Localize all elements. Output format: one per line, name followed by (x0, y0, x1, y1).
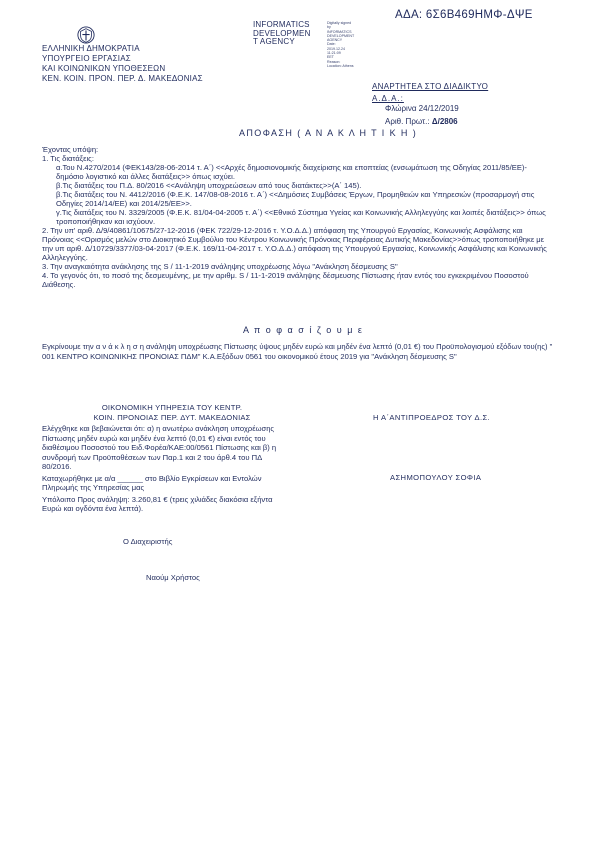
consideration-item: β.Τις διατάξεις του Π.Δ. 80/2016 <<Ανάληψη υποχρεώσεων από τους διατάκτες>>(Α΄ 145). (56, 181, 362, 190)
consideration-item: β.Τις διατάξεις του Ν. 4412/2016 (Φ.Ε.Κ. 147/08-08-2016 τ. Α΄) <<Δημόσιες Συμβάσεις Έργων, Προμηθειών και Υπηρεσιών (προσαρμογή στις Οδηγίες 2014/14/ΕΕ) και 2014/25/ΕΕ>>. (56, 190, 535, 208)
stamp-detail: INFORMATICS (327, 29, 352, 34)
vice-president-name: ΑΣΗΜΟΠΟΥΛΟΥ ΣΟΦΙΑ (390, 473, 482, 482)
greek-state-emblem-icon (77, 26, 95, 44)
issuing-authority-header (42, 44, 203, 84)
stamp-detail: Date: 2019.12.24 11:21:09 (327, 42, 345, 56)
consideration-item: 2. Την υπ' αριθ. Δ/9/40861/10675/27-12-2016 (ΦΕΚ 722/29-12-2016 τ. Υ.Ο.Δ.Δ.) απόφαση της Υπουργού Εργασίας, Κοινωνικής Ασφάλισης και Πρόνοιας <<Ορισμός μελών στο Διοικητικό Συμβούλιο του Κέντρου Κοινωνικής Πρόνοιας Περιφέρειας Δυτικής Μακεδονίας>>όπως τροποποιήθηκε με την υπ αριθ. Δ/10729/3377/03-04-2017 (Φ.Ε.Κ. 169/11-04-2017 τ. Υ.Ο.Δ.Δ.) απόφαση της Υπουργού Εργασίας, Κοινωνικής Ασφάλισης και Κοινωνικής Αλληλεγγύης. (42, 226, 547, 262)
document-title: ΑΠΟΦΑΣΗ ( Α Ν Α Κ Λ Η Τ Ι Κ Η ) (239, 128, 418, 138)
finance-title: ΚΟΙΝ. ΠΡΟΝΟΙΑΣ ΠΕΡ. ΔΥΤ. ΜΑΚΕΔΟΝΙΑΣ (93, 412, 251, 422)
stamp-detail: EET (327, 55, 334, 60)
finance-registration: Καταχωρήθηκε με α/α ______ στο Βιβλίο Εγκρίσεων και Εντολών Πληρωμής της Υπηρεσίας μας (42, 473, 262, 492)
stamp-detail: Location: Athens (327, 63, 354, 68)
considerations-section (42, 145, 554, 289)
manager-title: Ο Διαχειριστής (123, 537, 173, 546)
consideration-item: 4. Το γεγονός ότι, το ποσό της δεσμευμένης, με την αριθμ. S / 11-1-2019 ανάληψης δέσμευσης Πίστωσης ήταν εντός του εγκεκριμένου Ποσοστού Διάθεσης. (42, 271, 529, 289)
consideration-item: γ.Τις διατάξεις του Ν. 3329/2005 (Φ.Ε.Κ. 81/04-04-2005 τ. Α΄) <<Εθνικό Σύστημα Υγείας και Κοινωνικής Αλληλεγγύης και λοιπές διατάξεις>> όπως τροποποιήθηκαν και ισχύουν. (56, 208, 546, 226)
vice-president-title: Η Α΄ΑΝΤΙΠΡΟΕΔΡΟΣ ΤΟΥ Δ.Σ. (373, 413, 491, 422)
protocol-label: Αριθ. Πρωτ.: (385, 117, 430, 126)
protocol-value: Δ/2806 (431, 117, 458, 126)
stamp-line: INFORMATICS (253, 20, 310, 29)
decision-heading: Α π ο φ α σ ί ζ ο υ μ ε (243, 325, 364, 335)
consideration-item: 1. Τις διατάξεις: (42, 154, 94, 163)
considering-heading: Έχοντας υπόψη: (42, 145, 99, 154)
ada-label: Α.Δ.Α.: (372, 94, 404, 103)
stamp-line: T AGENCY (253, 37, 295, 46)
publication-block (372, 82, 488, 106)
top-ada-code: ΑΔΑ: 6Σ6Β469ΗΜΦ-ΔΨΕ (395, 9, 533, 21)
stamp-line: DEVELOPMEN (253, 28, 311, 38)
document-date: Φλώρινα 24/12/2019 (385, 104, 459, 113)
digital-signature-stamp (253, 20, 355, 68)
manager-name: Ναούμ Χρήστος (146, 573, 200, 582)
consideration-item: 3. Την αναγκαιότητα ανάκλησης της S / 11-1-2019 ανάληψης υποχρέωσης λόγω "Ανάκληση δέσμευσης S" (42, 262, 398, 271)
finance-balance: Υπόλοιπο Προς ανάληψη: 3.260,81 € (τρεις χιλιάδες διακόσια εξήντα Ευρώ και ογδόντα ένα λεπτά). (42, 494, 273, 513)
decision-text: Εγκρίνουμε την α ν ά κ λ η σ η ανάληψη υποχρέωσης Πίστωσης ύψους μηδέν ευρώ και μηδέν ένα λεπτό (0,01 €) του Προϋπολογισμού εξόδων του(ης) " 001 ΚΕΝΤΡΟ ΚΟΙΝΩΝΙΚΗΣ ΠΡΟΝΟΙΑΣ ΠΔΜ" Κ.Α.Εξόδων 0561 του οικονομικού έτους 2019 για "Ανάκληση δέσμευσης S" (42, 342, 553, 361)
stamp-detail: Digitally signed by (327, 21, 352, 30)
publish-note: ΑΝΑΡΤΗΤΕΑ ΣΤΟ ΔΙΑΔΙΚΤΥΟ (372, 82, 489, 91)
header-line: ΚΑΙ ΚΟΙΝΩΝΙΚΩΝ ΥΠΟΘΕΣΕΩΝ (42, 64, 166, 73)
finance-title: ΟΙΚΟΝΟΜΙΚΗ ΥΠΗΡΕΣΙΑ ΤΟΥ ΚΕΝΤΡ. (101, 403, 243, 412)
consideration-item: α.Του Ν.4270/2014 (ΦΕΚ143/28-06-2014 τ. Α΄) <<Αρχές δημοσιονομικής διαχείρισης και εποπτείας (ενσωμάτωση της Οδηγίας 2011/85/ΕΕ)- δημόσιο λογιστικό και άλλες διατάξεις>> όπως ισχύει. (56, 163, 527, 181)
header-line: ΚΕΝ. ΚΟΙΝ. ΠΡΟΝ. ΠΕΡ. Δ. ΜΑΚΕΔΟΝΙΑΣ (42, 74, 203, 83)
header-line: ΥΠΟΥΡΓΕΙΟ ΕΡΓΑΣΙΑΣ (42, 54, 131, 63)
stamp-detail: DEVELOPMENT AGENCY (327, 33, 355, 43)
stamp-detail: Reason: (327, 59, 341, 64)
finance-service-block (42, 403, 322, 514)
protocol-number (385, 117, 458, 126)
header-line: ΕΛΛΗΝΙΚΗ ΔΗΜΟΚΡΑΤΙΑ (42, 44, 140, 53)
finance-verification: Ελέγχθηκε και βεβαιώνεται ότι: α) η ανωτέρω ανάκληση υποχρέωσης Πίστωσης μηδέν ευρώ και μηδέν ένα λεπτό (0,01 €) είναι εντός του διαθέσιμου Ποσοστού του Ειδ.Φορέα/ΚΑΕ:00/0561 Πίστωσης και β) η συνδρομή των Προϋποθέσεων των Παρ.1 και 2 του άρθ.4 του ΠΔ 80/2016. (42, 424, 277, 471)
